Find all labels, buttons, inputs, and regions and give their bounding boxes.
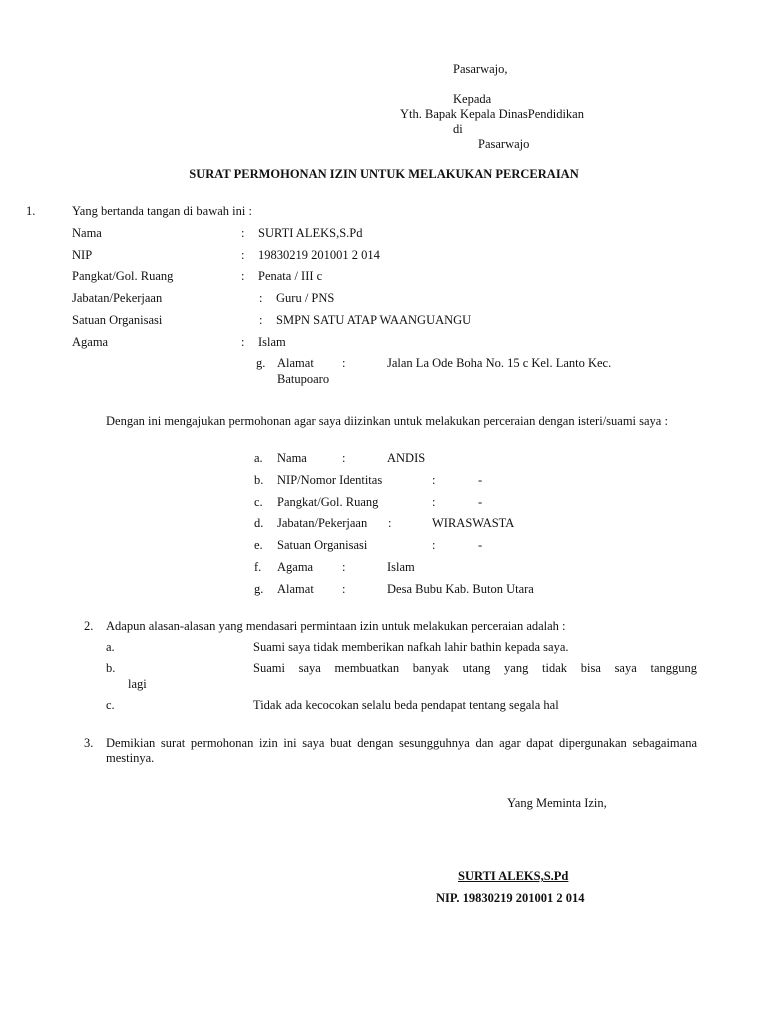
spouse-nip-sep: : — [432, 473, 436, 487]
spouse-nip-value: - — [478, 473, 483, 487]
request-paragraph: Dengan ini mengajukan permohonan agar saya diizinkan untuk melakukan perceraian dengan isteri/suami saya : — [106, 414, 668, 428]
reason-c-text: Tidak ada kecocokan selalu beda pendapat tentang segala hal — [253, 698, 559, 712]
spouse-rank-letter: c. — [254, 495, 263, 509]
applicant-name-sep: : — [241, 226, 245, 240]
reason-c-letter: c. — [106, 698, 115, 712]
recipient: Yth. Bapak Kepala DinasPendidikan — [400, 107, 584, 121]
spouse-religion-letter: f. — [254, 560, 262, 574]
applicant-address-value: Jalan La Ode Boha No. 15 c Kel. Lanto Kec. — [387, 356, 612, 370]
reason-a-text: Suami saya tidak memberikan nafkah lahir bathin kepada saya. — [253, 640, 569, 654]
applicant-religion-value: Islam — [258, 335, 286, 349]
spouse-org-label: Satuan Organisasi — [277, 538, 368, 552]
applicant-org-value: SMPN SATU ATAP WAANGUANGU — [276, 313, 472, 327]
spouse-name-label: Nama — [277, 451, 307, 465]
spouse-rank-label: Pangkat/Gol. Ruang — [277, 495, 379, 509]
spouse-org-sep: : — [432, 538, 436, 552]
spouse-rank-sep: : — [432, 495, 436, 509]
spouse-nip-letter: b. — [254, 473, 264, 487]
applicant-address-letter: g. — [256, 356, 266, 370]
applicant-nip-sep: : — [241, 248, 245, 262]
spouse-name-letter: a. — [254, 451, 263, 465]
spouse-religion-sep: : — [342, 560, 346, 574]
spouse-name-value: ANDIS — [387, 451, 426, 465]
spouse-religion-label: Agama — [277, 560, 314, 574]
applicant-rank-sep: : — [241, 269, 245, 283]
spouse-address-label: Alamat — [277, 582, 314, 596]
applicant-position-value: Guru / PNS — [276, 291, 335, 305]
applicant-address-value-cont: Batupoaro — [277, 372, 330, 386]
place-date: Pasarwajo, — [453, 62, 508, 76]
signature-nip: NIP. 19830219 201001 2 014 — [436, 891, 585, 905]
applicant-name-label: Nama — [72, 226, 102, 240]
applicant-religion-label: Agama — [72, 335, 109, 349]
applicant-nip-label: NIP — [72, 248, 93, 262]
spouse-job-value: WIRASWASTA — [432, 516, 515, 530]
applicant-nip-value: 19830219 201001 2 014 — [258, 248, 380, 262]
applicant-name-value: SURTI ALEKS,S.Pd — [258, 226, 363, 240]
spouse-nip-label: NIP/Nomor Identitas — [277, 473, 383, 487]
reason-a-letter: a. — [106, 640, 115, 654]
applicant-religion-sep: : — [241, 335, 245, 349]
signature-closing: Yang Meminta Izin, — [507, 796, 607, 810]
applicant-address-sep: : — [342, 356, 346, 370]
at-label: di — [453, 122, 463, 136]
reason-b-text-cont: lagi — [128, 677, 147, 691]
spouse-address-sep: : — [342, 582, 346, 596]
reason-b-letter: b. — [106, 661, 116, 675]
spouse-org-value: - — [478, 538, 483, 552]
section-2-number: 2. — [84, 619, 94, 633]
spouse-rank-value: - — [478, 495, 483, 509]
at-place: Pasarwajo — [478, 137, 530, 151]
applicant-rank-label: Pangkat/Gol. Ruang — [72, 269, 174, 283]
applicant-position-sep: : — [259, 291, 263, 305]
section-2-intro: Adapun alasan-alasan yang mendasari permintaan izin untuk melakukan perceraian adalah : — [106, 619, 566, 633]
spouse-address-value: Desa Bubu Kab. Buton Utara — [387, 582, 534, 596]
spouse-address-letter: g. — [254, 582, 264, 596]
applicant-org-label: Satuan Organisasi — [72, 313, 163, 327]
applicant-position-label: Jabatan/Pekerjaan — [72, 291, 163, 305]
section-1-number: 1. — [26, 204, 36, 218]
reason-b-text: Suami saya membuatkan banyak utang yang tidak bisa saya tanggung — [253, 661, 697, 675]
applicant-rank-value: Penata / III c — [258, 269, 323, 283]
applicant-address-label: Alamat — [277, 356, 314, 370]
spouse-religion-value: Islam — [387, 560, 415, 574]
applicant-org-sep: : — [259, 313, 263, 327]
signature-name: SURTI ALEKS,S.Pd — [458, 869, 569, 883]
section-3-number: 3. — [84, 736, 94, 750]
spouse-name-sep: : — [342, 451, 346, 465]
spouse-job-sep: : — [388, 516, 392, 530]
spouse-org-letter: e. — [254, 538, 263, 552]
section-3-text: Demikian surat permohonan izin ini saya buat dengan sesungguhnya dan agar dapat dipergunakan sebagaimana mestinya. — [106, 736, 697, 765]
section-1-intro: Yang bertanda tangan di bawah ini : — [72, 204, 252, 218]
spouse-job-letter: d. — [254, 516, 264, 530]
to-label: Kepada — [453, 92, 492, 106]
letter-title: SURAT PERMOHONAN IZIN UNTUK MELAKUKAN PERCERAIAN — [189, 167, 579, 181]
spouse-job-label: Jabatan/Pekerjaan — [277, 516, 368, 530]
